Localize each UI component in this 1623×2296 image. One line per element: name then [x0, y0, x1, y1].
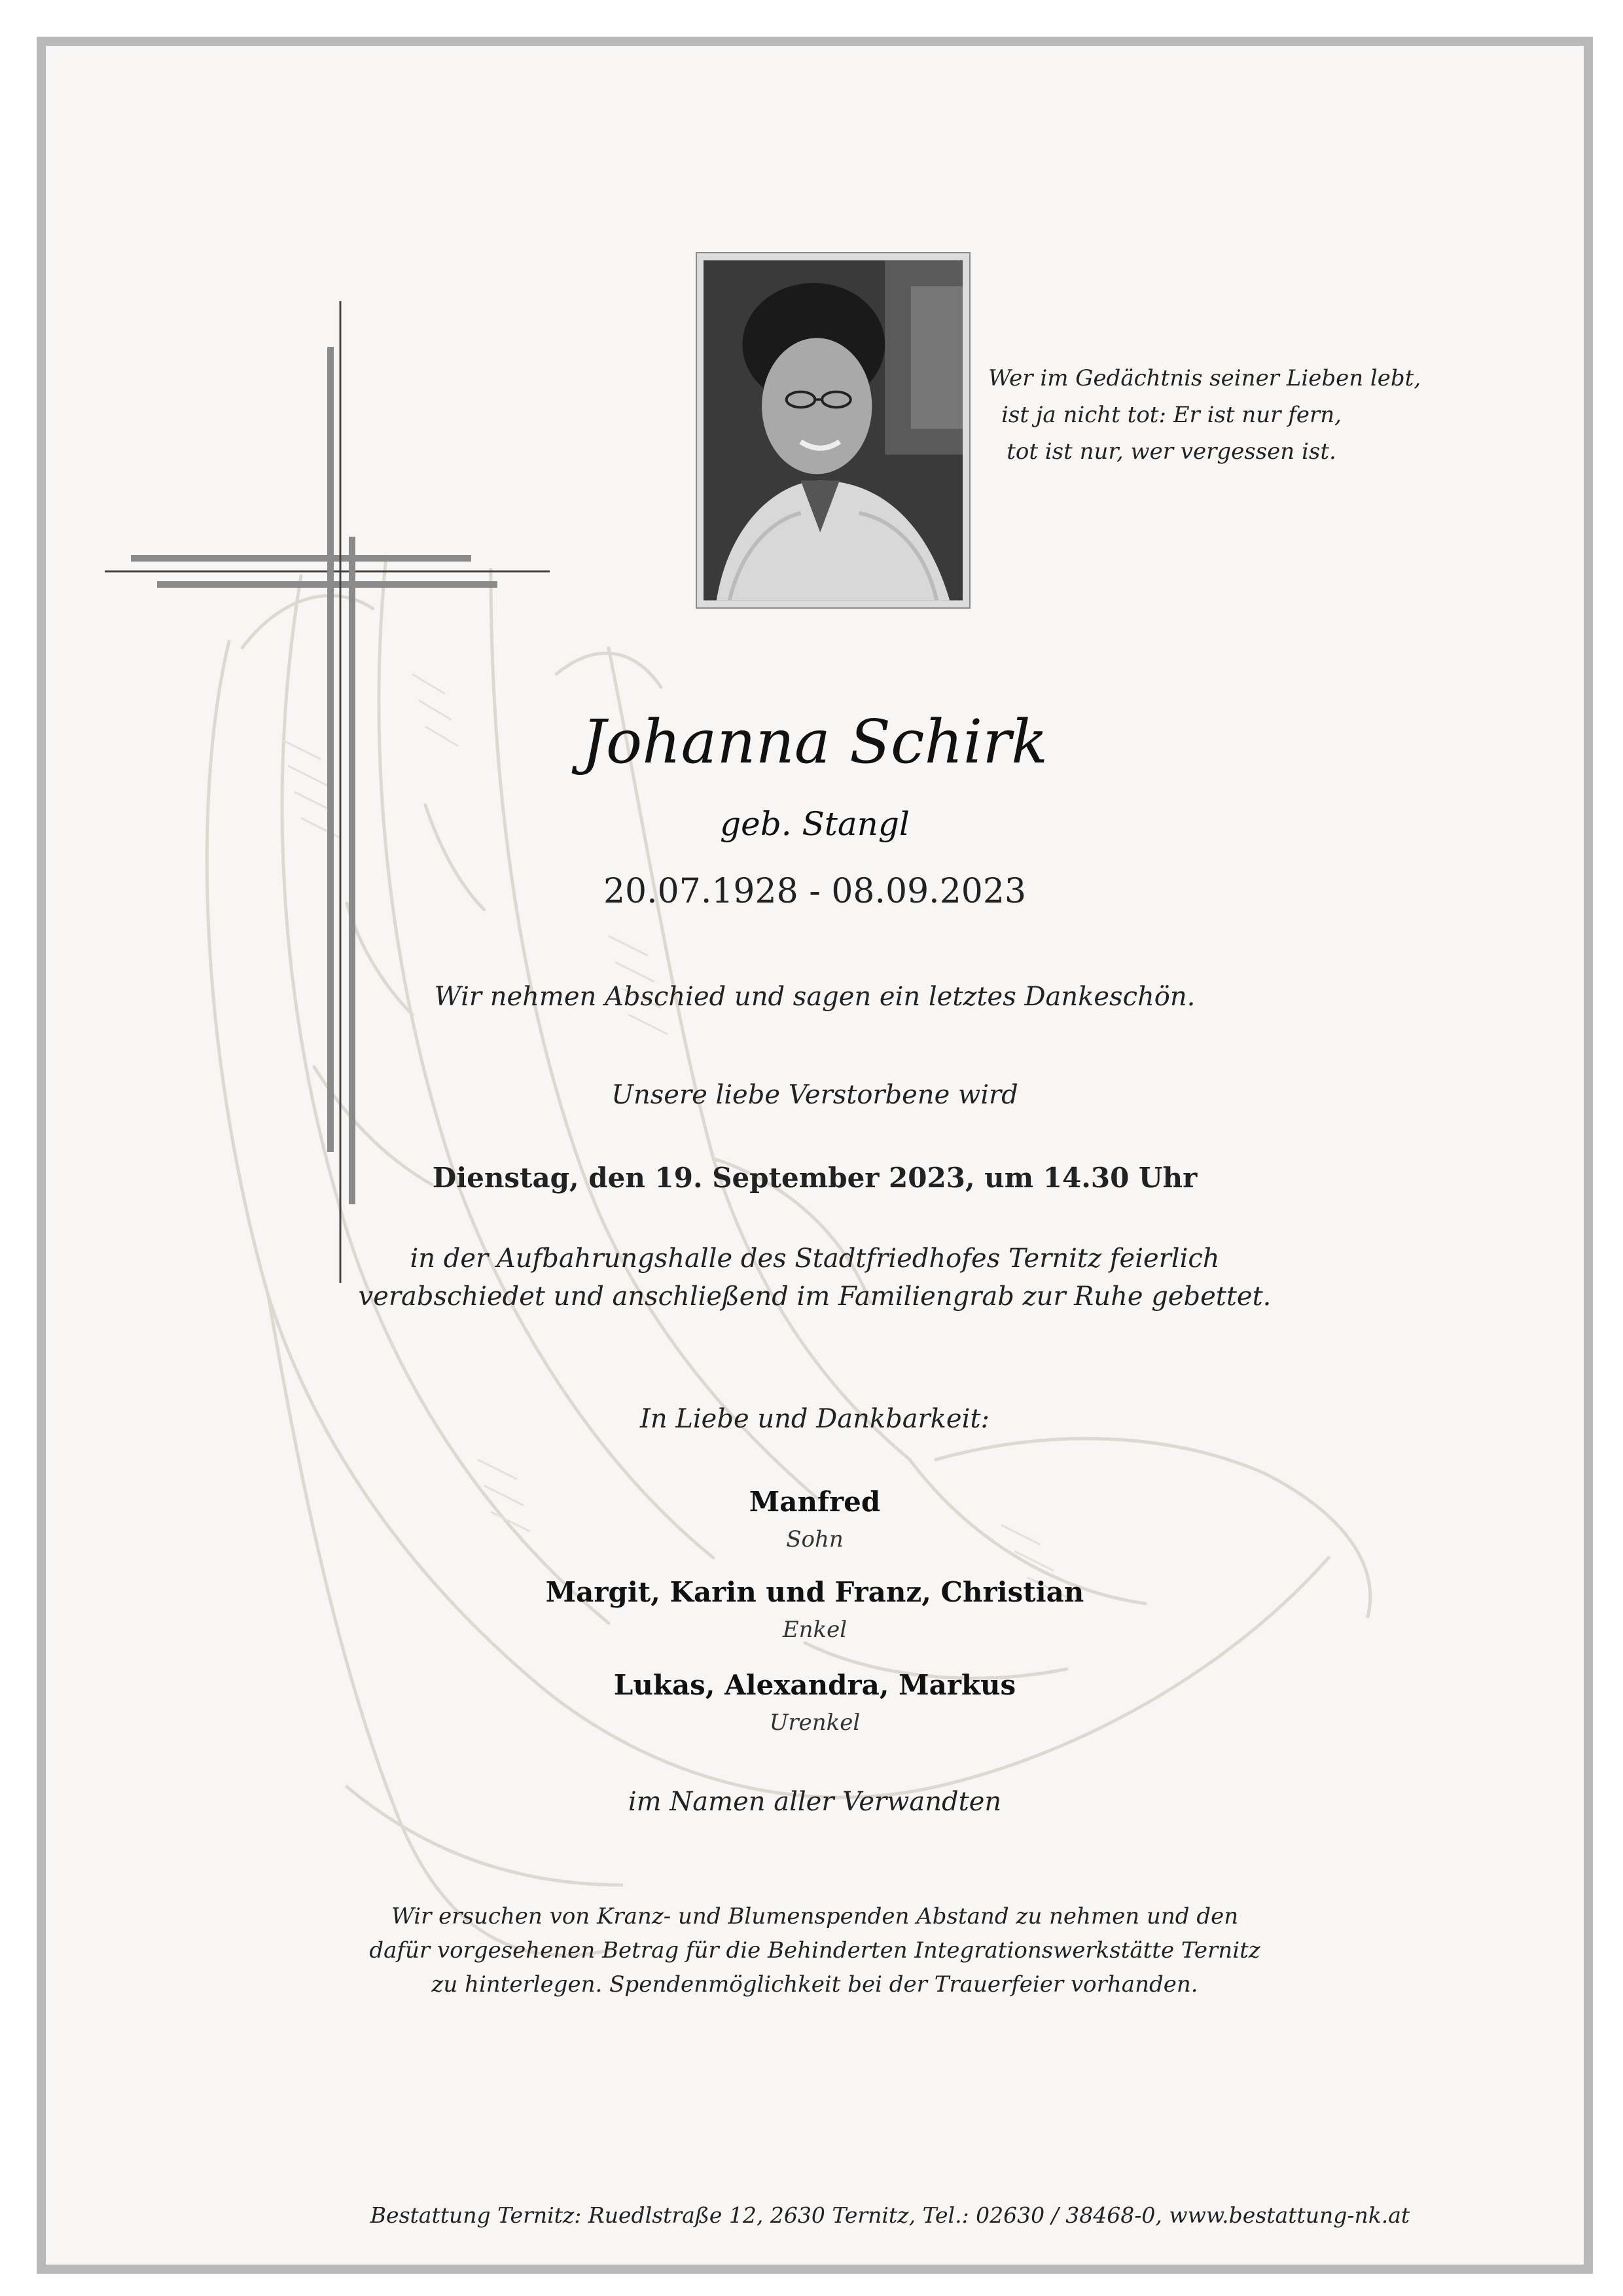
place-line-2: verabschiedet und anschließend im Familiengrab zur Ruhe gebettet. [358, 1282, 1272, 1312]
place-line-1: in der Aufbahrungshalle des Stadtfriedhofes Ternitz feierlich [410, 1244, 1220, 1274]
donation-note-line-3: zu hinterlegen. Spendenmöglichkeit bei der Trauerfeier vorhanden. [431, 1971, 1198, 1998]
quote-line-1: Wer im Gedächtnis seiner Lieben lebt, [988, 365, 1421, 391]
quote-line-2: ist ja nicht tot: Er ist nur fern, [1001, 402, 1342, 428]
ceremony-date: Dienstag, den 19. September 2023, um 14.30 Uhr [432, 1162, 1198, 1194]
relative-names: Lukas, Alexandra, Markus [613, 1669, 1016, 1701]
quote-line-3: tot ist nur, wer vergessen ist. [1007, 439, 1336, 465]
farewell-text: Wir nehmen Abschied und sagen ein letztes Dankeschön. [434, 982, 1196, 1012]
footer-text: Bestattung Ternitz: Ruedlstraße 12, 2630 Ternitz, Tel.: 02630 / 38468-0, www.bestattung-nk.at [370, 2202, 1410, 2228]
relative-role: Sohn [786, 1526, 844, 1552]
relative-names: Manfred [749, 1486, 881, 1518]
portrait-photo [696, 252, 971, 609]
maiden-name: geb. Stangl [720, 805, 910, 843]
funeral-home-footer [46, 2202, 1584, 2228]
cross-icon [105, 301, 563, 1283]
portrait-image [704, 260, 963, 601]
memorial-quote [988, 360, 1421, 470]
obituary-card [37, 37, 1593, 2274]
relative-role: Urenkel [769, 1710, 861, 1736]
on-behalf-text: im Namen aller Verwandten [628, 1787, 1002, 1817]
relative-names: Margit, Karin und Franz, Christian [545, 1576, 1084, 1608]
deceased-name: Johanna Schirk [582, 707, 1048, 777]
love-thanks-text: In Liebe und Dankbarkeit: [640, 1404, 990, 1434]
intro-text: Unsere liebe Verstorbene wird [611, 1080, 1018, 1110]
relative-role: Enkel [782, 1617, 847, 1643]
donation-note-line-2: dafür vorgesehenen Betrag für die Behinderten Integrationswerkstätte Ternitz [369, 1937, 1260, 1964]
life-dates: 20.07.1928 - 08.09.2023 [603, 872, 1027, 911]
donation-note-line-1: Wir ersuchen von Kranz- und Blumenspenden Abstand zu nehmen und den [391, 1903, 1239, 1929]
